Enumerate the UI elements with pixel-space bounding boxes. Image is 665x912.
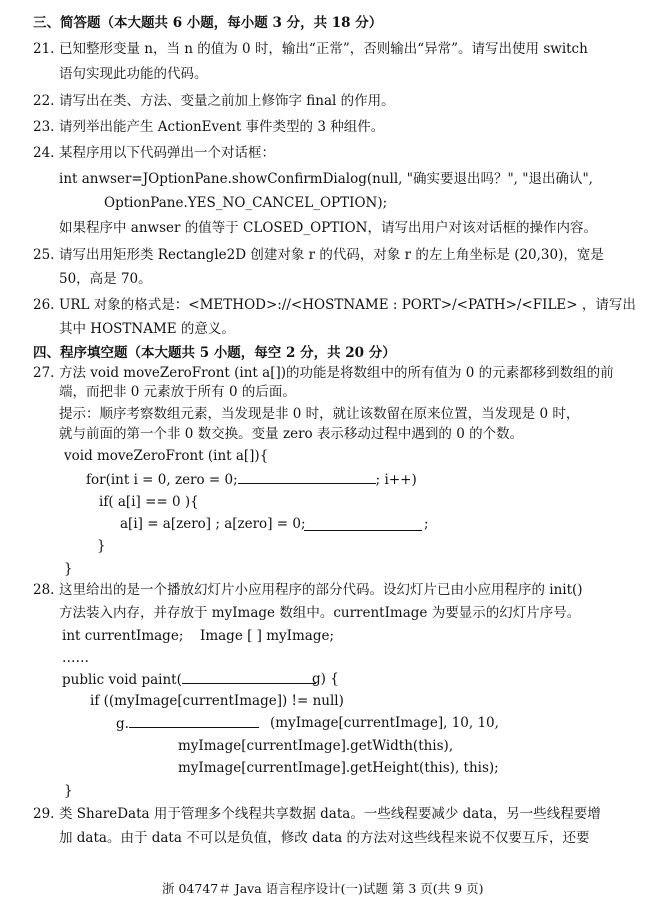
q29-line-1: 类 ShareData 用于管理多个线程共享数据 data。一些线程要减少 data，另一些线程要增 bbox=[59, 806, 601, 822]
q27-code-5: } bbox=[97, 538, 106, 554]
q27-code-2 bbox=[86, 470, 417, 489]
q23-number: 23. bbox=[33, 119, 55, 135]
q26-line-1: URL 对象的格式是：<METHOD>://<HOSTNAME : PORT>/<PATH>/<FILE> ，请写出 bbox=[59, 297, 636, 313]
q23-text: 请列举出能产生 ActionEvent 事件类型的 3 种组件。 bbox=[59, 119, 385, 135]
q27-code-4-end: ; bbox=[424, 516, 429, 532]
q28-code-5 bbox=[116, 714, 259, 733]
q27-code-2-end: ; i++) bbox=[375, 472, 417, 488]
q28-blank-2[interactable] bbox=[129, 714, 259, 728]
q28-code-1a: int currentImage; bbox=[62, 628, 184, 644]
q26-number: 26. bbox=[33, 297, 55, 313]
q28-code-5-start: g. bbox=[116, 716, 129, 732]
q28-code-8: } bbox=[64, 783, 73, 799]
q28-code-3 bbox=[62, 670, 316, 689]
q28-number: 28. bbox=[33, 582, 55, 598]
q22-text: 请写出在类、方法、变量之前加上修饰字 final 的作用。 bbox=[59, 93, 395, 109]
q26-line-2: 其中 HOSTNAME 的意义。 bbox=[59, 321, 235, 337]
section-3-heading: 三、简答题（本大题共 6 小题，每小题 3 分，共 18 分） bbox=[33, 15, 383, 31]
q24-number: 24. bbox=[33, 145, 55, 161]
q27-number: 27. bbox=[33, 365, 55, 381]
q28-blank-1[interactable] bbox=[182, 670, 316, 684]
q24-text-2: 如果程序中 anwser 的值等于 CLOSED_OPTION，请写出用户对该对话框的操作内容。 bbox=[59, 220, 597, 236]
q21-line-1: 已知整形变量 n，当 n 的值为 0 时，输出“正常”，否则输出“异常”。请写出使用 switch bbox=[59, 41, 588, 57]
q28-code-5-end: (myImage[currentImage], 10, 10, bbox=[270, 715, 499, 731]
q27-hint-2: 就与前面的第一个非 0 数交换。变量 zero 表示移动过程中遇到的 0 的个数。 bbox=[59, 426, 524, 442]
q25-line-2: 50，高是 70。 bbox=[59, 271, 152, 287]
q27-code-3: if( a[i] == 0 ){ bbox=[99, 494, 199, 510]
q29-number: 29. bbox=[33, 806, 55, 822]
q27-line-1: 方法 void moveZeroFront (int a[])的功能是将数组中的所有值为 0 的元素都移到数组的前 bbox=[59, 365, 614, 381]
q29-line-2: 加 data。由于 data 不可以是负值，修改 data 的方法对这些线程来说不仅要互斥，还要 bbox=[59, 830, 590, 846]
q27-code-2-start: for(int i = 0, zero = 0; bbox=[86, 472, 238, 488]
q21-number: 21. bbox=[33, 41, 55, 57]
q27-hint-1: 提示：顺序考察数组元素，当发现是非 0 时，就让该数留在原来位置，当发现是 0 时， bbox=[59, 406, 580, 422]
q24-code-1: int anwser=JOptionPane.showConfirmDialog(null, "确实要退出吗？", "退出确认", bbox=[59, 171, 593, 187]
q28-code-4: if ((myImage[currentImage]) != null) bbox=[90, 693, 344, 709]
q28-code-1b: Image [ ] myImage; bbox=[200, 628, 335, 644]
q21-line-2: 语句实现此功能的代码。 bbox=[59, 66, 208, 82]
q28-code-3-start: public void paint( bbox=[62, 672, 182, 688]
page-footer: 浙 04747＃ Java 语言程序设计(一)试题 第 3 页(共 9 页) bbox=[162, 881, 484, 896]
q24-text: 某程序用以下代码弹出一个对话框： bbox=[59, 145, 275, 161]
q25-number: 25. bbox=[33, 247, 55, 263]
q27-blank-2[interactable] bbox=[304, 517, 422, 531]
q25-line-1: 请写出用矩形类 Rectangle2D 创建对象 r 的代码，对象 r 的左上角坐标是 (20,30)，宽是 bbox=[59, 247, 604, 263]
section-4-heading: 四、程序填空题（本大题共 5 小题，每空 2 分，共 20 分） bbox=[33, 345, 396, 361]
q24-code-2: OptionPane.YES_NO_CANCEL_OPTION); bbox=[104, 195, 388, 211]
q27-blank-1[interactable] bbox=[238, 470, 376, 484]
q27-line-2: 端，而把非 0 元素放于所有 0 的后面。 bbox=[59, 384, 296, 400]
q28-line-2: 方法装入内存，并存放于 myImage 数组中。currentImage 为要显示的幻灯片序号。 bbox=[59, 605, 581, 621]
q27-code-1: void moveZeroFront (int a[]){ bbox=[64, 448, 269, 464]
q22-number: 22. bbox=[33, 93, 55, 109]
q27-code-4: a[i] = a[zero] ; a[zero] = 0; bbox=[120, 516, 306, 532]
q28-code-7: myImage[currentImage].getHeight(this), this); bbox=[178, 760, 499, 776]
q28-line-1: 这里给出的是一个播放幻灯片小应用程序的部分代码。设幻灯片已由小应用程序的 init() bbox=[59, 582, 583, 598]
q28-code-3-end: g) { bbox=[312, 671, 339, 687]
q28-code-2: …… bbox=[62, 650, 89, 666]
q28-code-6: myImage[currentImage].getWidth(this), bbox=[178, 738, 454, 754]
q27-code-6: } bbox=[64, 561, 73, 577]
